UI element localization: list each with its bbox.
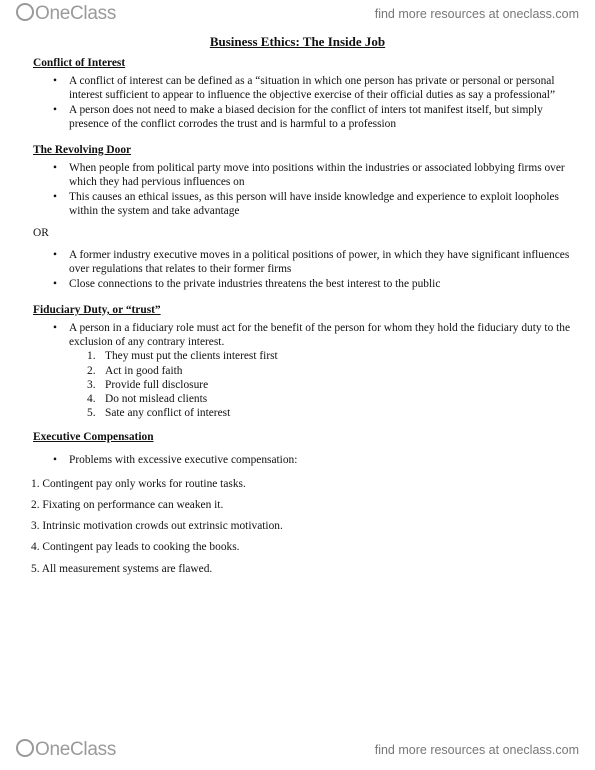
header-link[interactable]: find more resources at oneclass.com	[374, 7, 579, 21]
numbered-item	[87, 349, 573, 363]
numbered-item	[87, 392, 573, 406]
logo-text: OneClass	[35, 3, 117, 24]
item-number: 4.	[87, 393, 96, 406]
section-heading-conflict: Conflict of Interest	[33, 57, 126, 69]
list-item: • A person does not need to make a biased decision for the conflict of inters tot manifest itself, but simply presence of the conflict corrodes the trust and is harmful to a profession	[33, 103, 573, 131]
item-text: Provide full disclosure	[105, 378, 209, 391]
list-item: • A former industry executive moves in a political positions of power, in which they have significant influences over regulations that relates to their former firms	[33, 248, 573, 276]
section-heading-compensation: Executive Compensation	[33, 431, 154, 444]
logo-text: OneClass	[35, 739, 117, 760]
fiduciary-numbered-list	[33, 349, 573, 420]
item-number: 5.	[87, 407, 96, 420]
oneclass-logo[interactable]	[16, 3, 116, 25]
paragraph: 1. Contingent pay only works for routine tasks.	[31, 477, 246, 490]
paragraph: 2. Fixating on performance can weaken it.	[31, 499, 224, 512]
oneclass-logo-footer[interactable]	[16, 739, 116, 761]
item-text: Sate any conflict of interest	[105, 407, 231, 420]
paragraph: 4. Contingent pay leads to cooking the books.	[31, 541, 240, 554]
logo-ring-icon	[16, 3, 34, 21]
list-item: • A person in a fiduciary role must act for the benefit of the person for whom they hold the fiduciary duty to the exclusion of any contrary interest.	[33, 321, 573, 349]
item-text: Do not mislead clients	[105, 393, 208, 406]
numbered-item	[87, 378, 573, 392]
footer-bar	[0, 736, 595, 762]
conflict-list	[33, 74, 573, 131]
or-text: OR	[33, 227, 49, 240]
list-item: • When people from political party move into positions within the industries or associated lobbying firms over which they had pervious influences on	[33, 161, 573, 189]
revolving-list	[33, 161, 573, 218]
header-bar	[0, 0, 595, 26]
revolving-list-2	[33, 248, 573, 291]
compensation-list	[33, 453, 573, 467]
list-item: • Close connections to the private industries threatens the best interest to the public	[33, 277, 573, 291]
item-number: 1.	[87, 350, 96, 363]
section-heading-revolving: The Revolving Door	[33, 144, 132, 157]
document-body	[33, 56, 573, 583]
footer-link[interactable]: find more resources at oneclass.com	[374, 743, 579, 757]
paragraph: 5. All measurement systems are flawed.	[31, 562, 213, 575]
list-item: • Problems with excessive executive compensation:	[33, 453, 573, 467]
item-text: They must put the clients interest first	[105, 350, 278, 363]
paragraph: 3. Intrinsic motivation crowds out extrinsic motivation.	[31, 520, 283, 533]
numbered-item	[87, 364, 573, 378]
item-text: Act in good faith	[105, 364, 183, 377]
list-item: • A conflict of interest can be defined as a “situation in which one person has private or personal or personal interest sufficient to appear to influence the objective exercise of their official duties as say a professional”	[33, 74, 573, 102]
logo-ring-icon	[16, 739, 34, 757]
numbered-item	[87, 406, 573, 420]
item-number: 3.	[87, 378, 96, 391]
item-number: 2.	[87, 364, 96, 377]
list-item: • This causes an ethical issues, as this person will have inside knowledge and experience to exploit loopholes within the system and take advantage	[33, 190, 573, 218]
fiduciary-list	[33, 321, 573, 349]
section-heading-fiduciary: Fiduciary Duty, or “trust”	[33, 303, 161, 316]
document-title: Business Ethics: The Inside Job	[209, 34, 386, 49]
